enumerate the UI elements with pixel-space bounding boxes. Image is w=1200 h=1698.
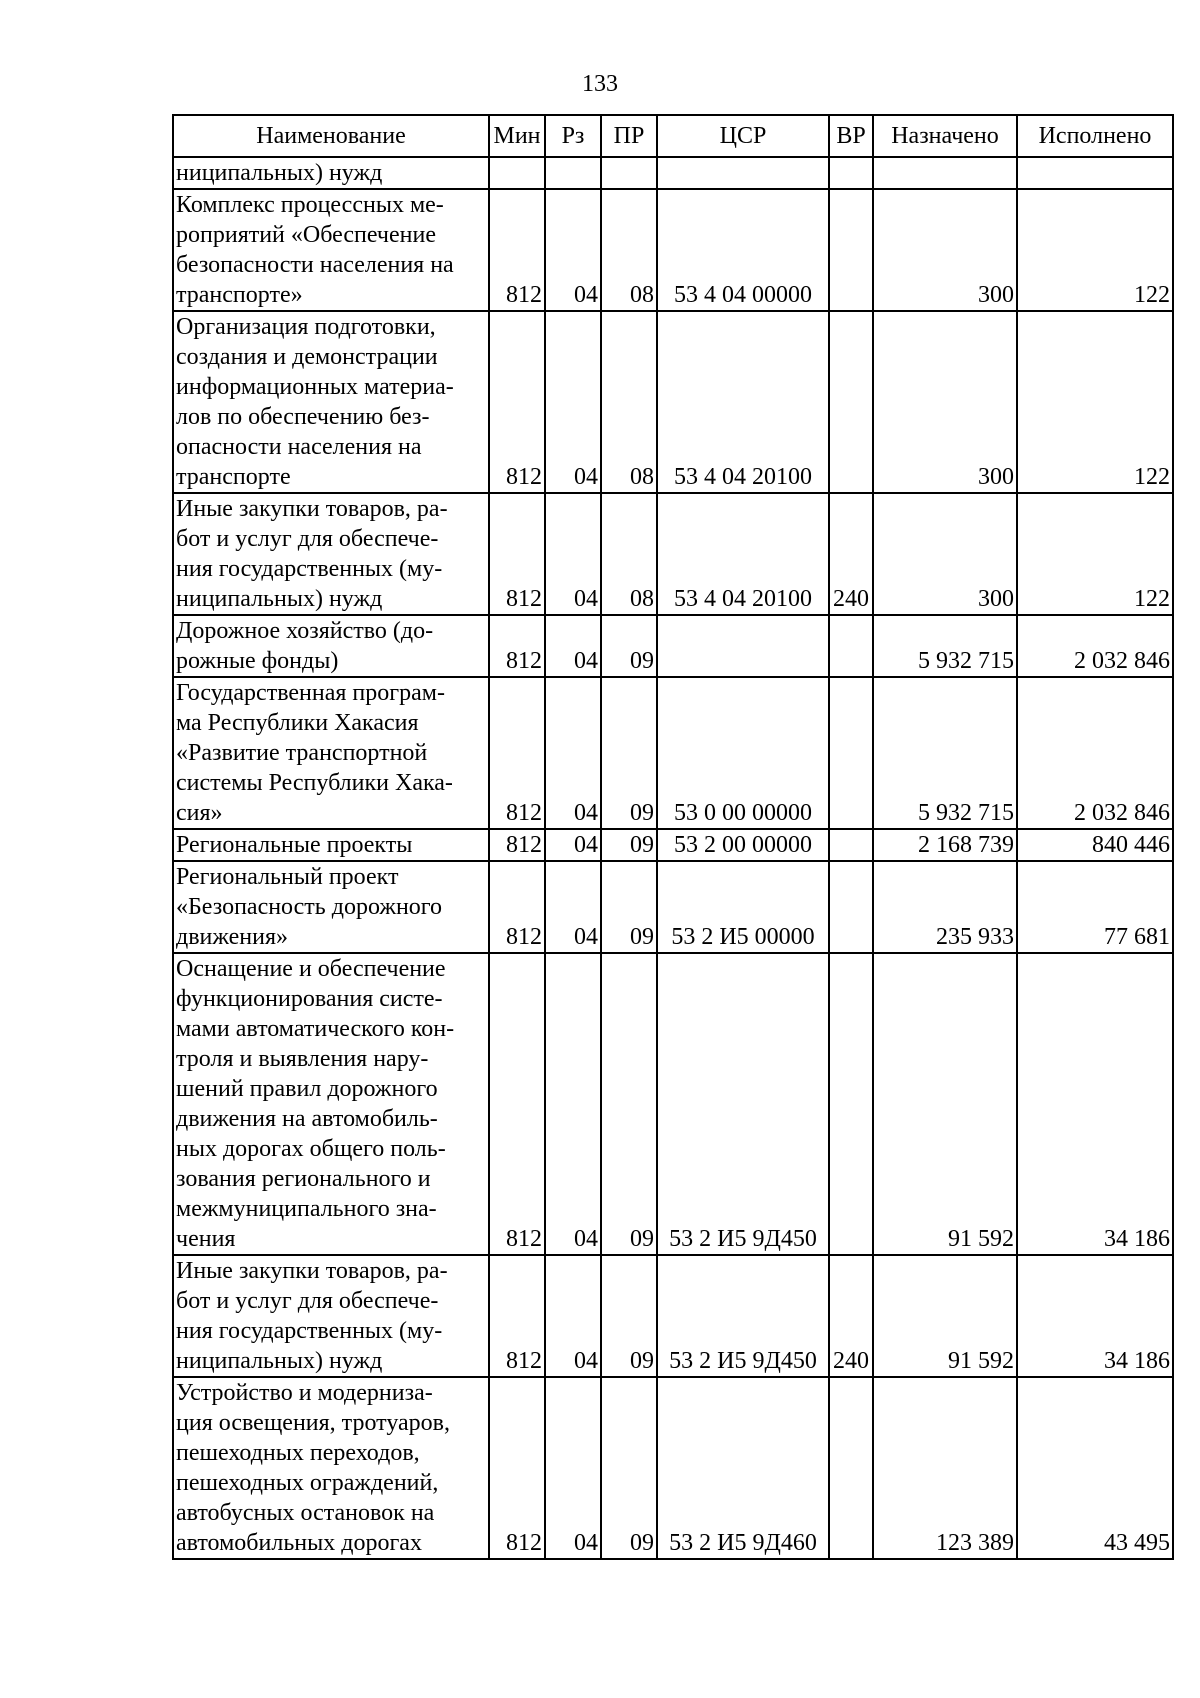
cell-executed: 77 681 xyxy=(1017,861,1173,953)
cell-min: 812 xyxy=(489,677,545,829)
cell-assigned: 5 932 715 xyxy=(873,615,1017,677)
cell-min: 812 xyxy=(489,189,545,311)
cell-assigned: 5 932 715 xyxy=(873,677,1017,829)
cell-pr: 09 xyxy=(601,953,657,1255)
table-row xyxy=(173,1255,1173,1377)
cell-pr: 09 xyxy=(601,829,657,861)
header-rz: Рз xyxy=(545,115,601,157)
cell-executed: 122 xyxy=(1017,189,1173,311)
cell-rz: 04 xyxy=(545,1255,601,1377)
header-executed: Исполнено xyxy=(1017,115,1173,157)
budget-table xyxy=(172,114,1174,1560)
cell-name: Региональные проекты xyxy=(173,829,489,861)
cell-min: 812 xyxy=(489,311,545,493)
cell-vr xyxy=(829,677,873,829)
cell-name: Комплекс процессных ме- роприятий «Обеспечение безопасности населения на транспорте» xyxy=(173,189,489,311)
table-row xyxy=(173,493,1173,615)
cell-name: Дорожное хозяйство (до- рожные фонды) xyxy=(173,615,489,677)
table-row xyxy=(173,615,1173,677)
cell-rz: 04 xyxy=(545,677,601,829)
cell-pr: 09 xyxy=(601,1377,657,1559)
cell-assigned: 91 592 xyxy=(873,1255,1017,1377)
cell-vr xyxy=(829,953,873,1255)
table-row xyxy=(173,829,1173,861)
cell-name: Иные закупки товаров, ра- бот и услуг для обеспече- ния государственных (му- ниципальных) нужд xyxy=(173,1255,489,1377)
cell-min: 812 xyxy=(489,615,545,677)
cell-rz: 04 xyxy=(545,1377,601,1559)
cell-min: 812 xyxy=(489,1255,545,1377)
cell-vr: 240 xyxy=(829,493,873,615)
cell-pr: 09 xyxy=(601,1255,657,1377)
cell-min: 812 xyxy=(489,493,545,615)
cell-rz xyxy=(545,157,601,189)
cell-executed: 34 186 xyxy=(1017,1255,1173,1377)
header-csr: ЦСР xyxy=(657,115,829,157)
cell-csr: 53 4 04 00000 xyxy=(657,189,829,311)
cell-csr xyxy=(657,157,829,189)
cell-executed xyxy=(1017,157,1173,189)
cell-assigned: 235 933 xyxy=(873,861,1017,953)
cell-name: Устройство и модерниза- ция освещения, тротуаров, пешеходных переходов, пешеходных ограждений, автобусных остановок на автомобильных дорогах xyxy=(173,1377,489,1559)
cell-min: 812 xyxy=(489,953,545,1255)
cell-rz: 04 xyxy=(545,615,601,677)
cell-pr: 09 xyxy=(601,861,657,953)
cell-rz: 04 xyxy=(545,953,601,1255)
cell-rz: 04 xyxy=(545,829,601,861)
table-row xyxy=(173,953,1173,1255)
cell-name: ниципальных) нужд xyxy=(173,157,489,189)
cell-executed: 2 032 846 xyxy=(1017,677,1173,829)
cell-pr: 08 xyxy=(601,189,657,311)
table-row xyxy=(173,1377,1173,1559)
cell-executed: 34 186 xyxy=(1017,953,1173,1255)
cell-vr xyxy=(829,189,873,311)
header-vr: ВР xyxy=(829,115,873,157)
header-pr: ПР xyxy=(601,115,657,157)
cell-rz: 04 xyxy=(545,311,601,493)
page-number: 133 xyxy=(582,71,618,97)
cell-csr: 53 2 00 00000 xyxy=(657,829,829,861)
cell-rz: 04 xyxy=(545,493,601,615)
cell-name: Государственная програм- ма Республики Хакасия «Развитие транспортной системы Республики Хака- сия» xyxy=(173,677,489,829)
cell-name: Региональный проект «Безопасность дорожного движения» xyxy=(173,861,489,953)
cell-csr: 53 2 И5 9Д450 xyxy=(657,1255,829,1377)
header-assigned: Назначено xyxy=(873,115,1017,157)
cell-assigned: 91 592 xyxy=(873,953,1017,1255)
cell-vr xyxy=(829,829,873,861)
cell-executed: 43 495 xyxy=(1017,1377,1173,1559)
cell-assigned xyxy=(873,157,1017,189)
cell-min: 812 xyxy=(489,861,545,953)
cell-pr: 08 xyxy=(601,493,657,615)
cell-assigned: 2 168 739 xyxy=(873,829,1017,861)
cell-vr xyxy=(829,861,873,953)
cell-csr: 53 4 04 20100 xyxy=(657,493,829,615)
cell-executed: 840 446 xyxy=(1017,829,1173,861)
cell-pr: 09 xyxy=(601,677,657,829)
header-min: Мин xyxy=(489,115,545,157)
cell-name: Организация подготовки, создания и демонстрации информационных материа- лов по обеспечению без- опасности населения на транспорте xyxy=(173,311,489,493)
header-name: Наименование xyxy=(173,115,489,157)
cell-csr: 53 2 И5 9Д450 xyxy=(657,953,829,1255)
cell-assigned: 123 389 xyxy=(873,1377,1017,1559)
cell-min xyxy=(489,157,545,189)
cell-vr xyxy=(829,311,873,493)
cell-assigned: 300 xyxy=(873,189,1017,311)
cell-csr: 53 4 04 20100 xyxy=(657,311,829,493)
table-row xyxy=(173,157,1173,189)
cell-assigned: 300 xyxy=(873,493,1017,615)
cell-executed: 122 xyxy=(1017,493,1173,615)
table-row xyxy=(173,189,1173,311)
cell-csr xyxy=(657,615,829,677)
cell-min: 812 xyxy=(489,829,545,861)
cell-assigned: 300 xyxy=(873,311,1017,493)
cell-vr xyxy=(829,157,873,189)
cell-pr: 09 xyxy=(601,615,657,677)
cell-vr xyxy=(829,1377,873,1559)
cell-name: Иные закупки товаров, ра- бот и услуг для обеспече- ния государственных (му- ниципальных) нужд xyxy=(173,493,489,615)
table-row xyxy=(173,861,1173,953)
cell-vr: 240 xyxy=(829,1255,873,1377)
cell-name: Оснащение и обеспечение функционирования систе- мами автоматического кон- троля и выявления нару- шений правил дорожного движения на автомобиль- ных дорогах общего поль- зования регионального и межмуниципального зна- чения xyxy=(173,953,489,1255)
cell-min: 812 xyxy=(489,1377,545,1559)
cell-vr xyxy=(829,615,873,677)
cell-csr: 53 0 00 00000 xyxy=(657,677,829,829)
cell-executed: 122 xyxy=(1017,311,1173,493)
table-row xyxy=(173,677,1173,829)
table-row xyxy=(173,311,1173,493)
table-header-row xyxy=(173,115,1173,157)
cell-pr: 08 xyxy=(601,311,657,493)
cell-rz: 04 xyxy=(545,861,601,953)
cell-pr xyxy=(601,157,657,189)
cell-executed: 2 032 846 xyxy=(1017,615,1173,677)
cell-rz: 04 xyxy=(545,189,601,311)
cell-csr: 53 2 И5 9Д460 xyxy=(657,1377,829,1559)
cell-csr: 53 2 И5 00000 xyxy=(657,861,829,953)
